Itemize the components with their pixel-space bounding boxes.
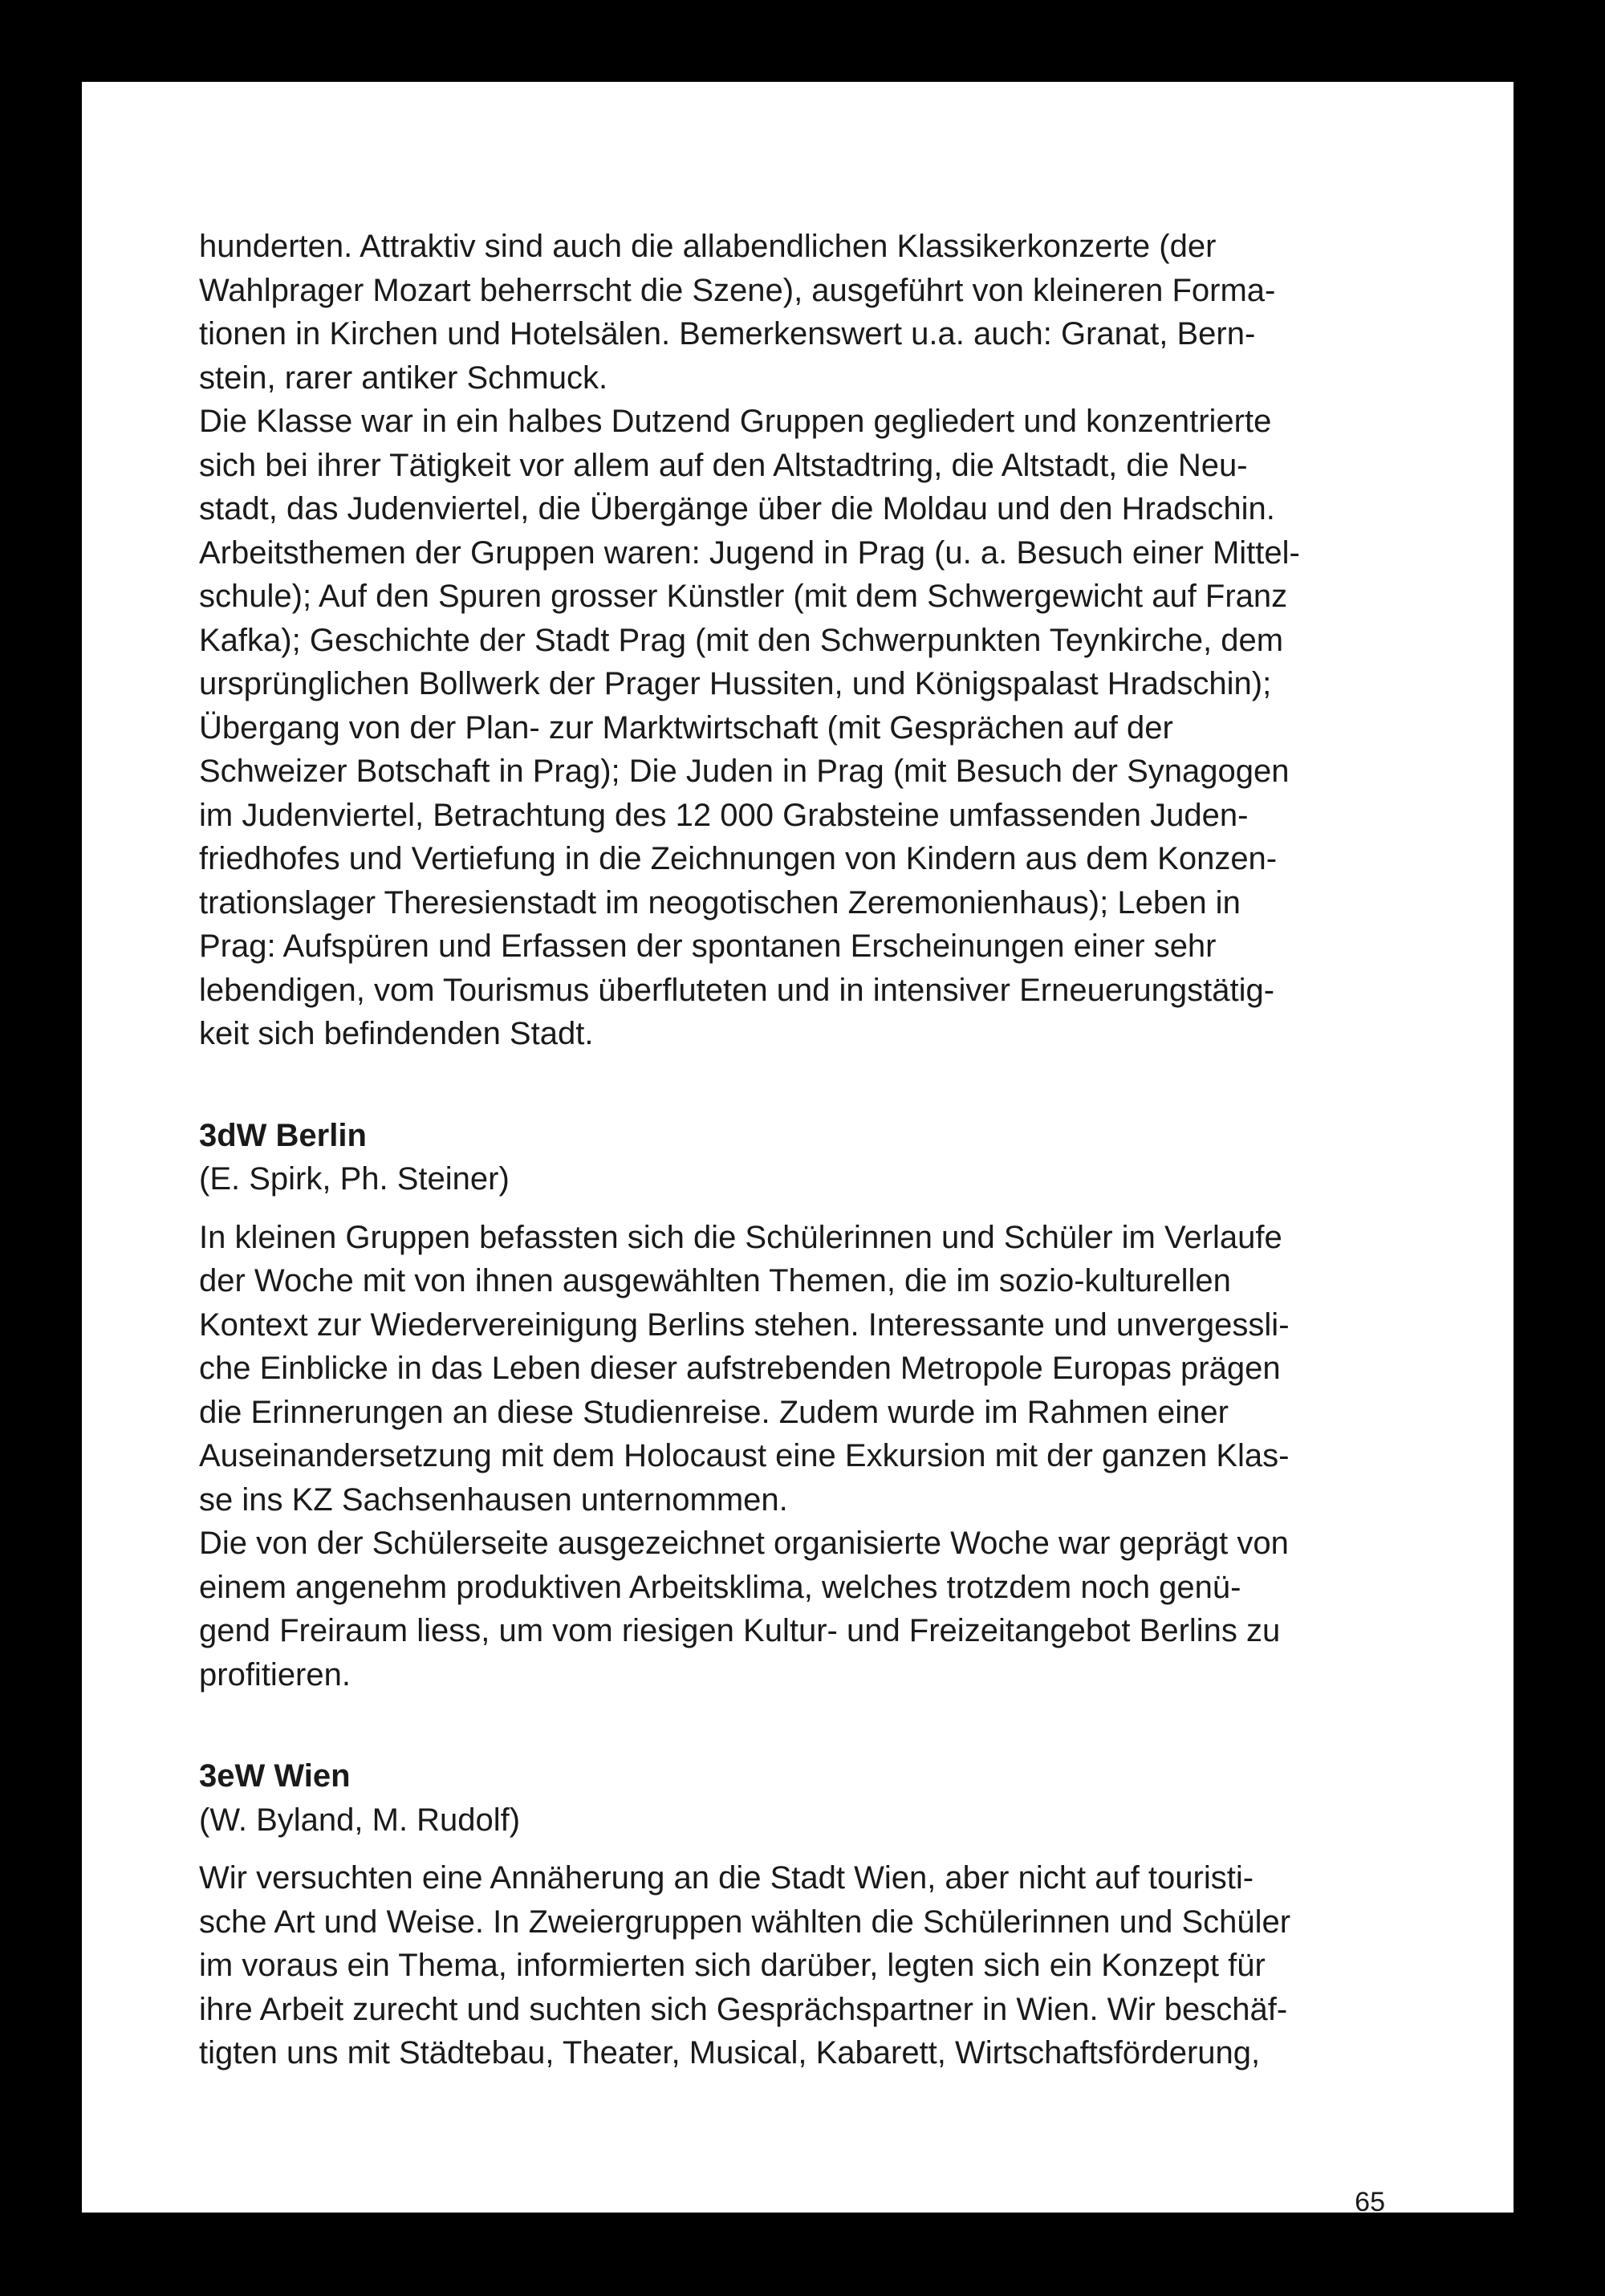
berlin-paragraph-1: In kleinen Gruppen befassten sich die Schülerinnen und Schüler im Verlaufe der Woche mit von ihnen ausgewählten Themen, die im sozio-kulturellen Kontext zur Wiedervereinigung Berlins stehen. Interessante und unvergessli- che Einblicke in das Leben dieser aufstrebenden Metropole Europas prägen die Erinnerungen an diese Studienreise. Zudem wurde im Rahmen einer Auseinandersetzung mit dem Holocaust eine Exkursion mit der ganzen Klas- se ins KZ Sachsenhausen unternommen.: [199, 1219, 1290, 1518]
berlin-paragraph-2: Die von der Schülerseite ausgezeichnet organisierte Woche war geprägt von einem angenehm produktiven Arbeitsklima, welches trotzdem noch genü- gend Freiraum liess, um vom riesigen Kultur- und Freizeitangebot Berlins zu profitieren.: [199, 1526, 1289, 1693]
vienna-heading: 3eW Wien: [199, 1758, 351, 1794]
page-content: [199, 225, 1457, 2075]
vienna-credits: (W. Byland, M. Rudolf): [199, 1802, 521, 1838]
document-page: [82, 82, 1514, 2217]
section-berlin: [199, 1114, 1457, 1697]
section-prague: [199, 225, 1457, 1056]
berlin-credits: (E. Spirk, Ph. Steiner): [199, 1161, 510, 1197]
prague-paragraph-2: Die Klasse war in ein halbes Dutzend Gruppen gegliedert und konzentrierte sich bei ihrer Tätigkeit vor allem auf den Altstadtring, die Altstadt, die Neu- stadt, das Judenviertel, die Übergänge über die Moldau und den Hradschin. Arbeitsthemen der Gruppen waren: Jugend in Prag (u. a. Besuch einer Mittel- schule); Auf den Spuren grosser Künstler (mit dem Schwergewicht auf Franz Kafka); Geschichte der Stadt Prag (mit den Schwerpunkten Teynkirche, dem ursprünglichen Bollwerk der Prager Hussiten, und Königspalast Hradschin); Übergang von der Plan- zur Marktwirtschaft (mit Gesprächen auf der Schweizer Botschaft in Prag); Die Juden in Prag (mit Besuch der Synagogen im Judenviertel, Betrachtung des 12 000 Grabsteine umfassenden Juden- friedhofes und Vertiefung in die Zeichnungen von Kindern aus dem Konzen- trationslager Theresienstadt im neogotischen Zeremonienhaus); Leben in Prag: Aufspüren und Erfassen der spontanen Erscheinungen einer sehr lebendigen, vom Tourismus überfluteten und in intensiver Erneuerungstätig- keit sich befindenden Stadt.: [199, 404, 1300, 1051]
prague-paragraph-1: hunderten. Attraktiv sind auch die allabendlichen Klassikerkonzerte (der Wahlprager Mozart beherrscht die Szene), ausgeführt von kleineren Forma- tionen in Kirchen und Hotelsälen. Bemerkenswert u.a. auch: Granat, Bern- stein, rarer antiker Schmuck.: [199, 229, 1276, 396]
page-number: 65: [1355, 2187, 1385, 2217]
section-vienna: [199, 1754, 1457, 2075]
berlin-heading: 3dW Berlin: [199, 1117, 367, 1153]
vienna-paragraph-1: Wir versuchten eine Annäherung an die Stadt Wien, aber nicht auf touristi- sche Art und Weise. In Zweiergruppen wählten die Schülerinnen und Schüler im voraus ein Thema, informierten sich darüber, legten sich ein Konzept für ihre Arbeit zurecht und suchten sich Gesprächspartner in Wien. Wir beschäf- tigten uns mit Städtebau, Theater, Musical, Kabarett, Wirtschaftsförderung,: [199, 1860, 1291, 2070]
